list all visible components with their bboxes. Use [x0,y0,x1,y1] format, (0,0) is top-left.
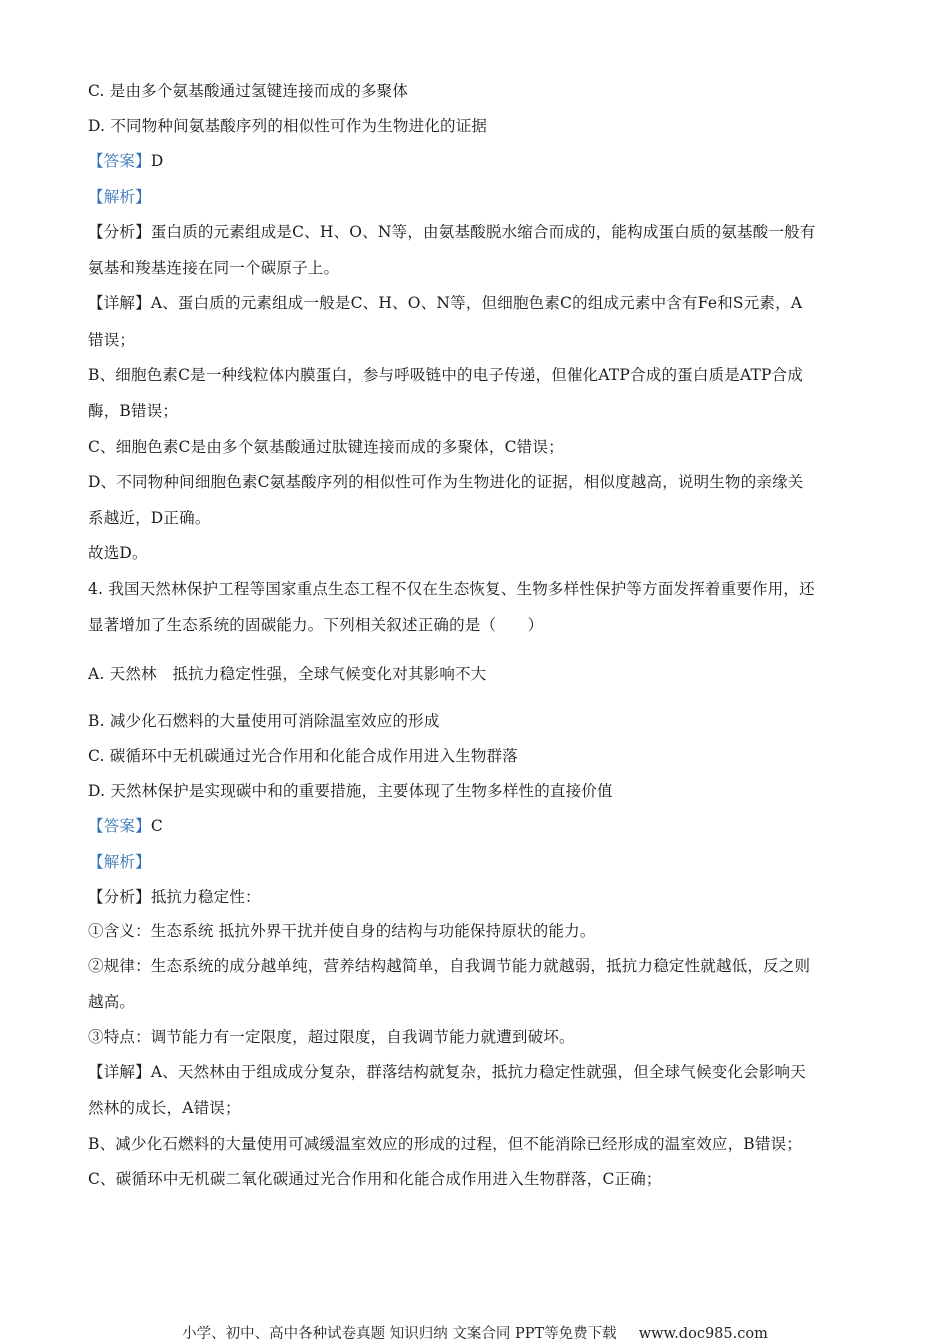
page-footer [0,1322,950,1343]
analysis-label: 【分析】 [88,888,151,906]
q4-answer: C [150,817,163,835]
detail-label: 【详解】 [88,294,151,312]
q3-detail-a-line-1: 【详解】A、蛋白质的元素组成一般是C、H、O、N等，但细胞色素C的组成元素中含有Fe和S元素，A [88,294,803,312]
q4-detail-c: C、碳循环中无机碳二氧化碳通过光合作用和化能合成作用进入生物群落，C正确； [88,1170,662,1188]
q4-analysis-head: 【分析】抵抗力稳定性： [88,888,261,906]
answer-tag: 【答案】 [88,152,151,170]
q3-option-d: D. 不同物种间氨基酸序列的相似性可作为生物进化的证据 [88,117,488,135]
q4-detail-a-line-1: 【详解】A、天然林由于组成成分复杂，群落结构就复杂，抵抗力稳定性就强，但全球气候变化会影响天 [88,1063,806,1081]
q4-stem-line-2: 显著增加了生态系统的固碳能力。下列相关叙述正确的是（ ） [88,616,544,634]
q3-detail-c: C、细胞色素C是由多个氨基酸通过肽键连接而成的多聚体，C错误； [88,438,564,456]
q4-option-a: A. 天然林 抵抗力稳定性强，全球气候变化对其影响不大 [88,665,487,683]
q4-point-1: ①含义：生态系统 抵抗外界干扰并使自身的结构与功能保持原状的能力。 [88,922,596,940]
q4-detail-b: B、减少化石燃料的大量使用可减缓温室效应的形成的过程，但不能消除已经形成的温室效应，B错误； [88,1135,802,1153]
q4-point-2-line-1: ②规律：生态系统的成分越单纯，营养结构越简单，自我调节能力就越弱，抵抗力稳定性就越低，反之则 [88,957,811,975]
detail-label: 【详解】 [88,1063,151,1081]
q4-detail-a-line-2: 然林的成长，A错误； [88,1099,241,1117]
q4-option-d: D. 天然林保护是实现碳中和的重要措施，主要体现了生物多样性的直接价值 [88,782,613,800]
q4-analysis-tag: 【解析】 [88,853,151,871]
q3-answer: D [150,152,164,170]
q4-answer-line [88,816,868,836]
q3-choose: 故选D。 [88,544,148,562]
q3-analysis-tag: 【解析】 [88,188,151,206]
analysis-label: 【分析】 [88,223,151,241]
q4-option-c: C. 碳循环中无机碳通过光合作用和化能合成作用进入生物群落 [88,747,518,765]
q3-answer-line [88,151,868,171]
q4-point-2-line-2: 越高。 [88,993,136,1011]
q3-detail-a-line-2: 错误； [88,331,136,349]
q3-detail-d-line-1: D、不同物种间细胞色素C氨基酸序列的相似性可作为生物进化的证据，相似度越高，说明生物的亲缘关 [88,473,804,491]
q3-detail-b-line-2: 酶，B错误； [88,402,179,420]
answer-tag: 【答案】 [88,817,151,835]
q3-detail-d-line-2: 系越近，D正确。 [88,509,211,527]
footer-url[interactable]: www.doc985.com [638,1326,768,1342]
q3-analysis-line-2: 氨基和羧基连接在同一个碳原子上。 [88,259,340,277]
q4-option-b: B. 减少化石燃料的大量使用可消除温室效应的形成 [88,712,440,730]
q3-analysis-line-1: 【分析】蛋白质的元素组成是C、H、O、N等，由氨基酸脱水缩合而成的，能构成蛋白质的氨基酸一般有 [88,223,816,241]
q4-point-3: ③特点：调节能力有一定限度，超过限度，自我调节能力就遭到破坏。 [88,1028,575,1046]
q3-detail-b-line-1: B、细胞色素C是一种线粒体内膜蛋白，参与呼吸链中的电子传递，但催化ATP合成的蛋白质是ATP合成 [88,366,804,384]
q4-stem-line-1: 4. 我国天然林保护工程等国家重点生态工程不仅在生态恢复、生物多样性保护等方面发挥着重要作用，还 [88,580,815,598]
footer-text: 小学、初中、高中各种试卷真题 知识归纳 文案合同 PPT等免费下载 [182,1326,617,1342]
q3-option-c: C. 是由多个氨基酸通过氢键连接而成的多聚体 [88,82,409,100]
